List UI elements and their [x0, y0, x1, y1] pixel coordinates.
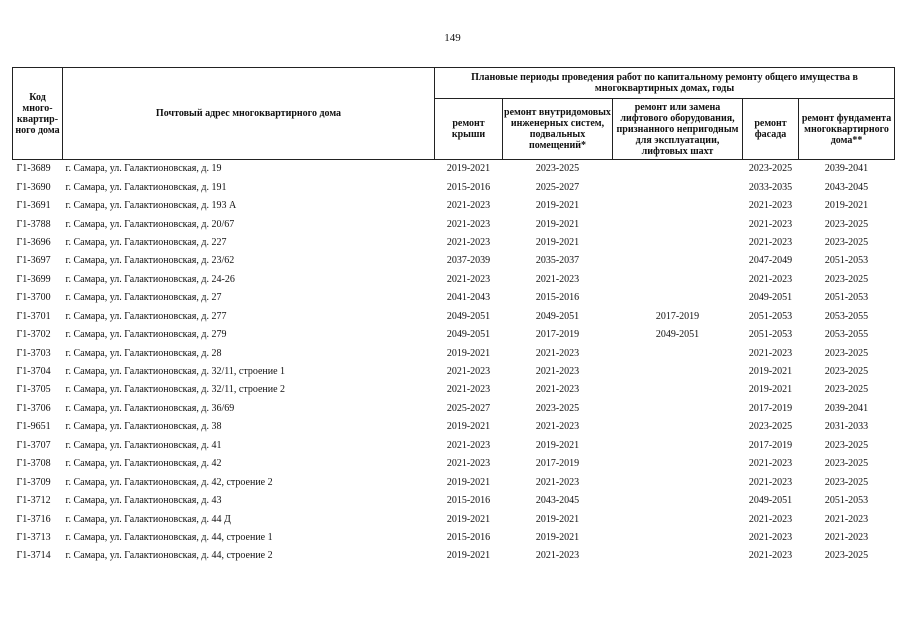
table-row: [13, 455, 895, 473]
cell-address: г. Самара, ул. Галактионовская, д. 41: [65, 439, 222, 451]
cell-elevator: [613, 160, 743, 179]
cell-roof: 2019-2021: [446, 421, 491, 433]
cell-code: Г1-3712: [16, 495, 51, 507]
cell-address: г. Самара, ул. Галактионовская, д. 23/62: [65, 255, 235, 267]
table-row: [13, 234, 895, 252]
cell-foundation: 2053-2055: [824, 310, 869, 322]
cell-foundation: 2023-2025: [824, 236, 869, 248]
cell-foundation: 2051-2053: [824, 255, 869, 267]
cell-code: Г1-3714: [16, 550, 51, 562]
cell-code: Г1-3703: [16, 347, 51, 359]
cell-foundation: 2043-2045: [824, 181, 869, 193]
cell-elevator: [613, 473, 743, 491]
cell-code: Г1-3690: [16, 181, 51, 193]
cell-address: г. Самара, ул. Галактионовская, д. 279: [65, 329, 227, 341]
cell-facade: 2049-2051: [748, 292, 793, 304]
cell-engineering: 2021-2023: [535, 273, 580, 285]
cell-address: г. Самара, ул. Галактионовская, д. 32/11, строение 1: [65, 366, 286, 378]
cell-roof: 2021-2023: [446, 366, 491, 378]
cell-address: г. Самара, ул. Галактионовская, д. 20/67: [65, 218, 235, 230]
cell-engineering: 2017-2019: [535, 329, 580, 341]
table-row: [13, 492, 895, 510]
cell-roof: 2021-2023: [446, 439, 491, 451]
cell-foundation: 2023-2025: [824, 550, 869, 562]
cell-code: Г1-3696: [16, 236, 51, 248]
cell-foundation: 2021-2023: [824, 531, 869, 543]
table-row: [13, 381, 895, 399]
cell-facade: 2021-2023: [748, 458, 793, 470]
cell-roof: 2037-2039: [446, 255, 491, 267]
header-elevator: ремонт или замена лифтового оборудования, признанного непригодным для эксплуатации, лифтовых шахт: [613, 99, 743, 160]
cell-facade: 2021-2023: [748, 273, 793, 285]
cell-address: г. Самара, ул. Галактионовская, д. 44, строение 1: [65, 531, 273, 543]
header-roof: ремонт крыши: [435, 99, 503, 160]
cell-engineering: 2019-2021: [535, 439, 580, 451]
cell-engineering: 2017-2019: [535, 458, 580, 470]
cell-facade: 2017-2019: [748, 402, 793, 414]
cell-roof: 2019-2021: [446, 163, 491, 175]
cell-code: Г1-3713: [16, 531, 51, 543]
cell-facade: 2021-2023: [748, 531, 793, 543]
cell-engineering: 2043-2045: [535, 495, 580, 507]
cell-address: г. Самара, ул. Галактионовская, д. 42: [65, 458, 222, 470]
cell-elevator: [613, 510, 743, 528]
cell-address: г. Самара, ул. Галактионовская, д. 38: [65, 421, 222, 433]
cell-code: Г1-3701: [16, 310, 51, 322]
cell-elevator: [613, 363, 743, 381]
repair-schedule-table: [12, 67, 895, 566]
cell-address: г. Самара, ул. Галактионовская, д. 27: [65, 292, 222, 304]
table-row: [13, 252, 895, 270]
cell-foundation: 2023-2025: [824, 439, 869, 451]
cell-facade: 2047-2049: [748, 255, 793, 267]
cell-foundation: 2051-2053: [824, 292, 869, 304]
cell-code: Г1-3689: [16, 163, 51, 175]
cell-code: Г1-3788: [16, 218, 51, 230]
table-row: [13, 400, 895, 418]
page-number: 149: [444, 32, 461, 44]
cell-facade: 2021-2023: [748, 200, 793, 212]
table-row: [13, 326, 895, 344]
cell-foundation: 2039-2041: [824, 163, 869, 175]
cell-code: Г1-9651: [16, 421, 51, 433]
cell-address: г. Самара, ул. Галактионовская, д. 24-26: [65, 273, 235, 285]
cell-engineering: 2019-2021: [535, 531, 580, 543]
cell-address: г. Самара, ул. Галактионовская, д. 191: [65, 181, 227, 193]
cell-address: г. Самара, ул. Галактионовская, д. 43: [65, 495, 222, 507]
cell-facade: 2033-2035: [748, 181, 793, 193]
cell-elevator: [613, 234, 743, 252]
cell-roof: 2015-2016: [446, 531, 491, 543]
cell-elevator: 2049-2051: [655, 329, 700, 341]
cell-foundation: 2031-2033: [824, 421, 869, 433]
table-row: [13, 178, 895, 196]
cell-address: г. Самара, ул. Галактионовская, д. 277: [65, 310, 227, 322]
cell-elevator: [613, 178, 743, 196]
cell-elevator: [613, 437, 743, 455]
header-periods: Плановые периоды проведения работ по капитальному ремонту общего имущества в многоквартирных домах, годы: [435, 68, 895, 99]
cell-roof: 2021-2023: [446, 218, 491, 230]
cell-elevator: [613, 344, 743, 362]
cell-code: Г1-3707: [16, 439, 51, 451]
cell-engineering: 2049-2051: [535, 310, 580, 322]
cell-elevator: 2017-2019: [655, 310, 700, 322]
cell-roof: 2019-2021: [446, 513, 491, 525]
cell-elevator: [613, 418, 743, 436]
cell-engineering: 2021-2023: [535, 550, 580, 562]
cell-address: г. Самара, ул. Галактионовская, д. 36/69: [65, 402, 235, 414]
header-foundation: ремонт фундамента многоквартирного дома**: [799, 99, 895, 160]
cell-code: Г1-3705: [16, 384, 51, 396]
table-row: [13, 418, 895, 436]
table-body: [13, 160, 895, 566]
table-row: [13, 437, 895, 455]
cell-facade: 2019-2021: [748, 384, 793, 396]
cell-engineering: 2019-2021: [535, 218, 580, 230]
cell-code: Г1-3704: [16, 366, 51, 378]
cell-facade: 2021-2023: [748, 347, 793, 359]
cell-engineering: 2021-2023: [535, 384, 580, 396]
header-code: Код много-квартир-ного дома: [13, 68, 63, 160]
cell-code: Г1-3716: [16, 513, 51, 525]
cell-address: г. Самара, ул. Галактионовская, д. 28: [65, 347, 222, 359]
cell-elevator: [613, 400, 743, 418]
cell-address: г. Самара, ул. Галактионовская, д. 42, строение 2: [65, 476, 273, 488]
table-row: [13, 344, 895, 362]
cell-foundation: 2019-2021: [824, 200, 869, 212]
cell-elevator: [613, 215, 743, 233]
cell-roof: 2021-2023: [446, 458, 491, 470]
cell-roof: 2041-2043: [446, 292, 491, 304]
cell-roof: 2015-2016: [446, 181, 491, 193]
header-facade: ремонт фасада: [743, 99, 799, 160]
table-header: [13, 68, 895, 160]
cell-elevator: [613, 252, 743, 270]
cell-facade: 2051-2053: [748, 310, 793, 322]
cell-facade: 2021-2023: [748, 550, 793, 562]
table-row: [13, 308, 895, 326]
cell-address: г. Самара, ул. Галактионовская, д. 32/11, строение 2: [65, 384, 286, 396]
cell-foundation: 2053-2055: [824, 329, 869, 341]
table-row: [13, 160, 895, 179]
cell-elevator: [613, 492, 743, 510]
cell-elevator: [613, 529, 743, 547]
cell-code: Г1-3691: [16, 200, 51, 212]
cell-elevator: [613, 455, 743, 473]
table-row: [13, 547, 895, 565]
table-row: [13, 529, 895, 547]
cell-code: Г1-3709: [16, 476, 51, 488]
cell-facade: 2021-2023: [748, 513, 793, 525]
cell-roof: 2019-2021: [446, 550, 491, 562]
cell-facade: 2023-2025: [748, 163, 793, 175]
cell-address: г. Самара, ул. Галактионовская, д. 193 А: [65, 200, 237, 212]
cell-engineering: 2021-2023: [535, 366, 580, 378]
cell-foundation: 2023-2025: [824, 384, 869, 396]
table-row: [13, 510, 895, 528]
cell-engineering: 2015-2016: [535, 292, 580, 304]
cell-engineering: 2019-2021: [535, 236, 580, 248]
cell-engineering: 2035-2037: [535, 255, 580, 267]
cell-foundation: 2023-2025: [824, 476, 869, 488]
cell-roof: 2049-2051: [446, 310, 491, 322]
cell-code: Г1-3702: [16, 329, 51, 341]
cell-engineering: 2021-2023: [535, 421, 580, 433]
table-row: [13, 363, 895, 381]
cell-facade: 2021-2023: [748, 476, 793, 488]
cell-facade: 2019-2021: [748, 366, 793, 378]
cell-roof: 2025-2027: [446, 402, 491, 414]
cell-engineering: 2025-2027: [535, 181, 580, 193]
cell-foundation: 2023-2025: [824, 347, 869, 359]
header-engineering: ремонт внутридомовых инженерных систем, подвальных помещений*: [503, 99, 613, 160]
cell-engineering: 2019-2021: [535, 513, 580, 525]
cell-roof: 2021-2023: [446, 273, 491, 285]
cell-facade: 2021-2023: [748, 236, 793, 248]
cell-foundation: 2023-2025: [824, 366, 869, 378]
cell-engineering: 2023-2025: [535, 163, 580, 175]
cell-engineering: 2019-2021: [535, 200, 580, 212]
cell-roof: 2049-2051: [446, 329, 491, 341]
cell-code: Г1-3706: [16, 402, 51, 414]
cell-roof: 2021-2023: [446, 200, 491, 212]
cell-foundation: 2023-2025: [824, 273, 869, 285]
cell-code: Г1-3708: [16, 458, 51, 470]
table-row: [13, 271, 895, 289]
cell-address: г. Самара, ул. Галактионовская, д. 44, строение 2: [65, 550, 273, 562]
cell-elevator: [613, 289, 743, 307]
table-row: [13, 289, 895, 307]
cell-address: г. Самара, ул. Галактионовская, д. 227: [65, 236, 227, 248]
cell-engineering: 2021-2023: [535, 476, 580, 488]
cell-elevator: [613, 381, 743, 399]
table-row: [13, 197, 895, 215]
cell-elevator: [613, 547, 743, 565]
cell-foundation: 2039-2041: [824, 402, 869, 414]
header-address: Почтовый адрес многоквартирного дома: [63, 68, 435, 160]
cell-address: г. Самара, ул. Галактионовская, д. 44 Д: [65, 513, 231, 525]
table-row: [13, 473, 895, 491]
cell-foundation: 2023-2025: [824, 458, 869, 470]
cell-foundation: 2023-2025: [824, 218, 869, 230]
cell-roof: 2019-2021: [446, 476, 491, 488]
cell-facade: 2051-2053: [748, 329, 793, 341]
cell-code: Г1-3697: [16, 255, 51, 267]
table-row: [13, 215, 895, 233]
cell-roof: 2021-2023: [446, 384, 491, 396]
cell-facade: 2021-2023: [748, 218, 793, 230]
cell-elevator: [613, 197, 743, 215]
cell-roof: 2015-2016: [446, 495, 491, 507]
cell-facade: 2049-2051: [748, 495, 793, 507]
cell-code: Г1-3699: [16, 273, 51, 285]
cell-facade: 2017-2019: [748, 439, 793, 451]
cell-engineering: 2021-2023: [535, 347, 580, 359]
cell-foundation: 2021-2023: [824, 513, 869, 525]
cell-elevator: [613, 271, 743, 289]
cell-roof: 2019-2021: [446, 347, 491, 359]
cell-address: г. Самара, ул. Галактионовская, д. 19: [65, 163, 222, 175]
cell-foundation: 2051-2053: [824, 495, 869, 507]
cell-facade: 2023-2025: [748, 421, 793, 433]
cell-engineering: 2023-2025: [535, 402, 580, 414]
cell-roof: 2021-2023: [446, 236, 491, 248]
cell-code: Г1-3700: [16, 292, 51, 304]
